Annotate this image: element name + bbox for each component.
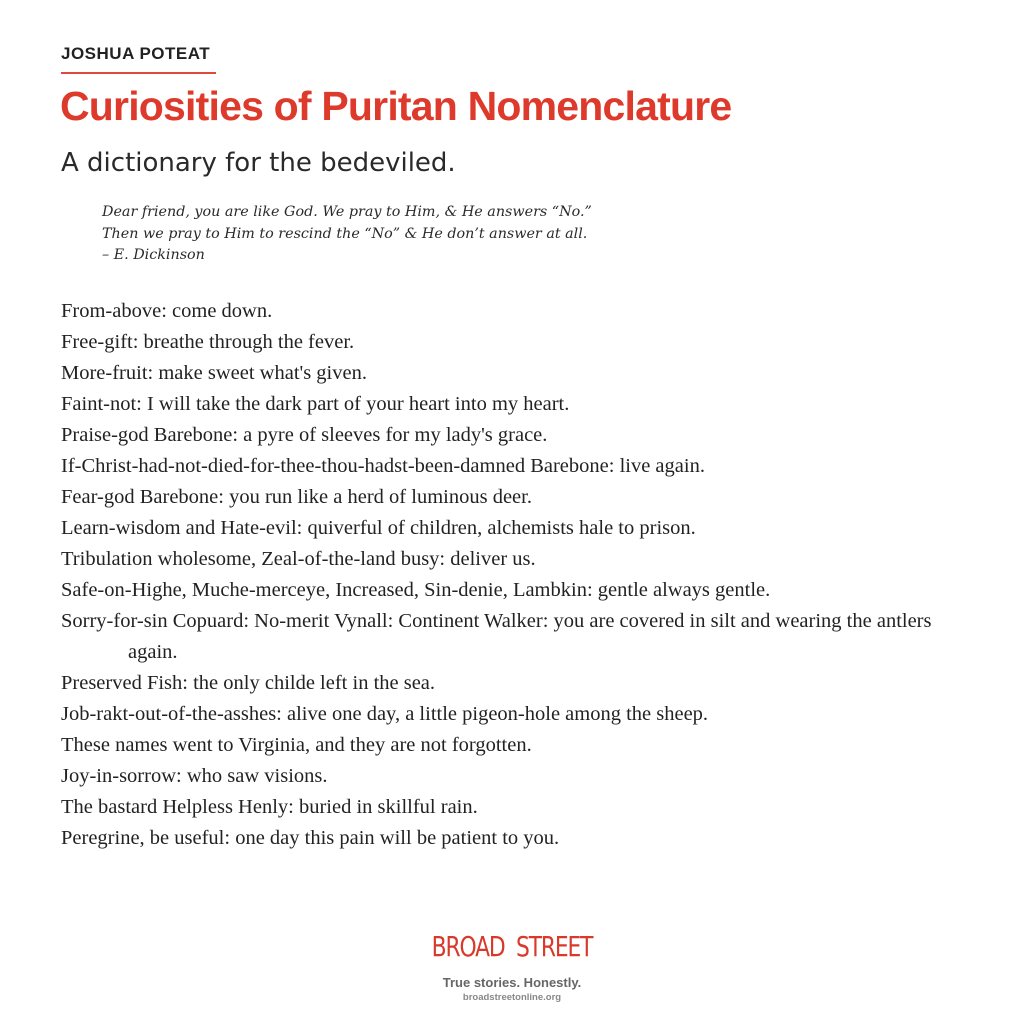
poem-line: Preserved Fish: the only childe left in the sea. [61,672,436,694]
poem-line: Sorry-for-sin Copuard: No-merit Vynall: Continent Walker: you are covered in silt and wearing the antlers again. [61,610,932,663]
poem-line: Job-rakt-out-of-the-asshes: alive one day, a little pigeon-hole among the sheep. [61,703,709,725]
poem-line: Fear-god Barebone: you run like a herd of luminous deer. [61,486,532,508]
poem-line: Faint-not: I will take the dark part of your heart into my heart. [61,393,570,415]
poem-line: Tribulation wholesome, Zeal-of-the-land busy: deliver us. [61,548,536,570]
poem-line: Joy-in-sorrow: who saw visions. [61,765,328,787]
poem-line: Safe-on-Highe, Muche-merceye, Increased, Sin-denie, Lambkin: gentle always gentle. [61,579,771,601]
poem-line: From-above: come down. [61,300,273,322]
poem-line: Free-gift: breathe through the fever. [61,331,355,353]
epigraph-line: Dear friend, you are like God. We pray to Him, & He answers “No.” [102,204,592,220]
poem-line: Peregrine, be useful: one day this pain will be patient to you. [61,827,560,849]
epigraph [102,202,592,267]
epigraph-line: Then we pray to Him to rescind the “No” & He don’t answer at all. [102,225,588,242]
website-url[interactable]: broadstreetonline.org [462,992,562,1003]
epigraph-attribution: – E. Dickinson [102,247,205,263]
page-title: Curiosities of Puritan Nomenclature [60,83,732,129]
page-subtitle: A dictionary for the bedeviled. [61,148,456,178]
poem-body [61,296,981,854]
poem-line: Learn-wisdom and Hate-evil: quiverful of children, alchemists hale to prison. [61,517,696,539]
tagline: True stories. Honestly. [442,975,582,990]
broad-street-logo[interactable]: BROAD STREET [431,930,593,963]
poem-line: More-fruit: make sweet what's given. [61,362,367,384]
poem-line: These names went to Virginia, and they are not forgotten. [61,734,532,756]
poem-line: The bastard Helpless Henly: buried in skillful rain. [61,796,478,818]
author-name: JOSHUA POTEAT [61,44,216,74]
footer [362,928,662,1003]
poem-line: Praise-god Barebone: a pyre of sleeves for my lady's grace. [61,424,548,446]
poem-line: If-Christ-had-not-died-for-thee-thou-hadst-been-damned Barebone: live again. [61,455,705,477]
